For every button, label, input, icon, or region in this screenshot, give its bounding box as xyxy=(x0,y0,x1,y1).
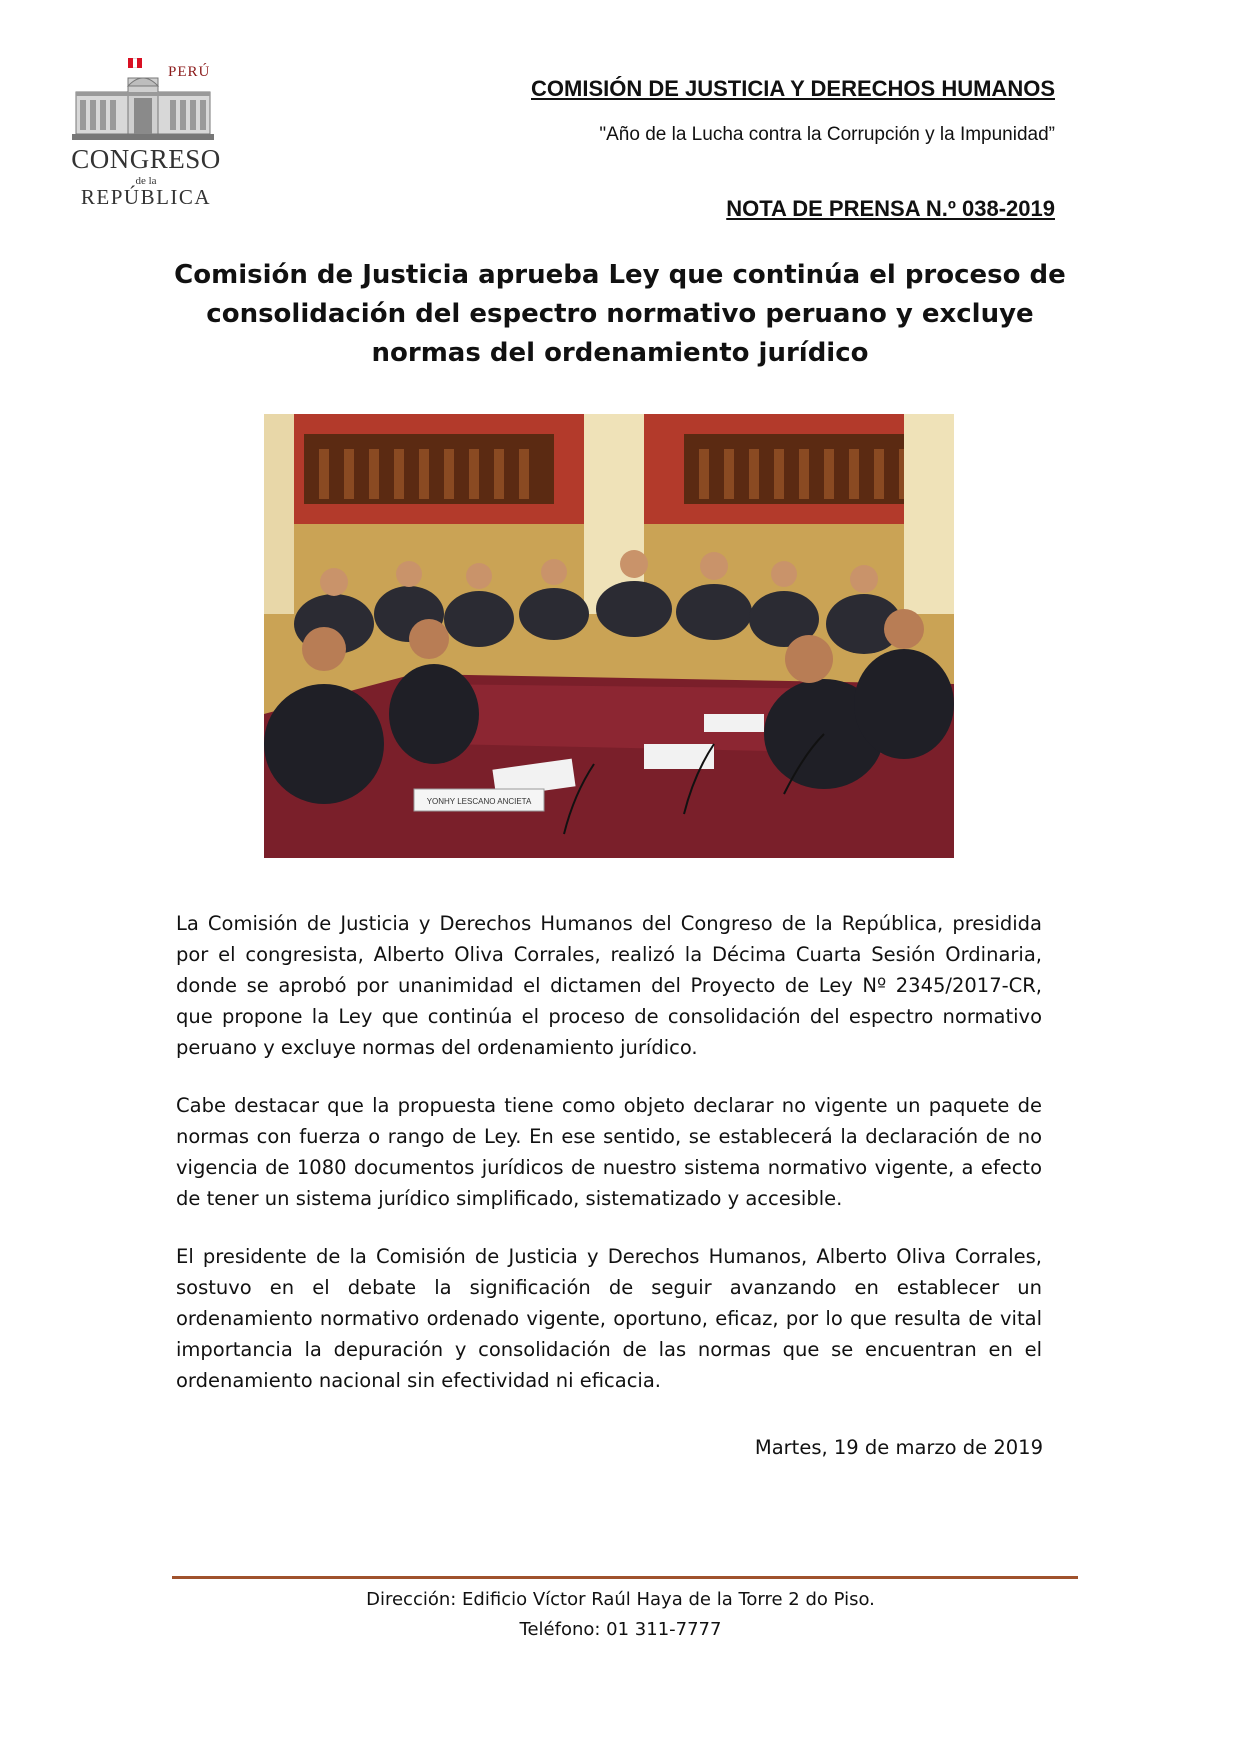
logo-republica-text: REPÚBLICA xyxy=(80,185,212,209)
commission-title: COMISIÓN DE JUSTICIA Y DERECHOS HUMANOS xyxy=(531,76,1055,101)
footer-phone: Teléfono: 01 311-7777 xyxy=(519,1619,722,1640)
logo-dela-text: de la xyxy=(135,175,157,187)
paragraph-2: Cabe destacar que la propuesta tiene como objeto declarar no vigente un paquete de normas con fuerza o rango de Ley. En ese sentido, se establecerá la declaración de no vigencia de 1080 documentos jurídicos de nuestro sistema normativo vigente, a efecto de tener un sistema jurídico simplificado, sistematizado y accesible. xyxy=(176,1094,1042,1210)
peru-flag-icon xyxy=(128,58,142,68)
congress-building-icon xyxy=(70,70,216,142)
footer-address: Dirección: Edificio Víctor Raúl Haya de la Torre 2 do Piso. xyxy=(366,1589,875,1610)
headline: Comisión de Justicia aprueba Ley que continúa el proceso de consolidación del espectro normativo peruano y excluye normas del ordenamiento jurídico xyxy=(174,260,1066,368)
press-note-number: NOTA DE PRENSA N.º 038-2019 xyxy=(726,196,1055,221)
name-plate: YONHY LESCANO ANCIETA xyxy=(426,797,532,806)
session-photo xyxy=(264,414,954,858)
congreso-logo xyxy=(66,56,226,209)
year-motto: "Año de la Lucha contra la Corrupción y la Impunidad” xyxy=(599,124,1055,145)
paragraph-3: El presidente de la Comisión de Justicia y Derechos Humanos, Alberto Oliva Corrales, sostuvo en el debate la significación de seguir avanzando en establecer un ordenamiento normativo ordenado vigente, oportuno, eficaz, por lo que resulta de vital importancia la depuración y consolidación de las normas que se encuentran en el ordenamiento nacional sin efectividad ni eficacia. xyxy=(176,1245,1042,1392)
logo-congreso-text: CONGRESO xyxy=(71,144,221,174)
press-date: Martes, 19 de marzo de 2019 xyxy=(754,1436,1043,1459)
footer-divider xyxy=(172,1576,1078,1579)
logo-country: PERÚ xyxy=(168,64,211,80)
paragraph-1: La Comisión de Justicia y Derechos Humanos del Congreso de la República, presidida por el congresista, Alberto Oliva Corrales, realizó la Décima Cuarta Sesión Ordinaria, donde se aprobó por unanimidad el dictamen del Proyecto de Ley Nº 2345/2017-CR, que propone la Ley que continúa el proceso de consolidación del espectro normativo peruano y excluye normas del ordenamiento jurídico. xyxy=(176,912,1042,1059)
